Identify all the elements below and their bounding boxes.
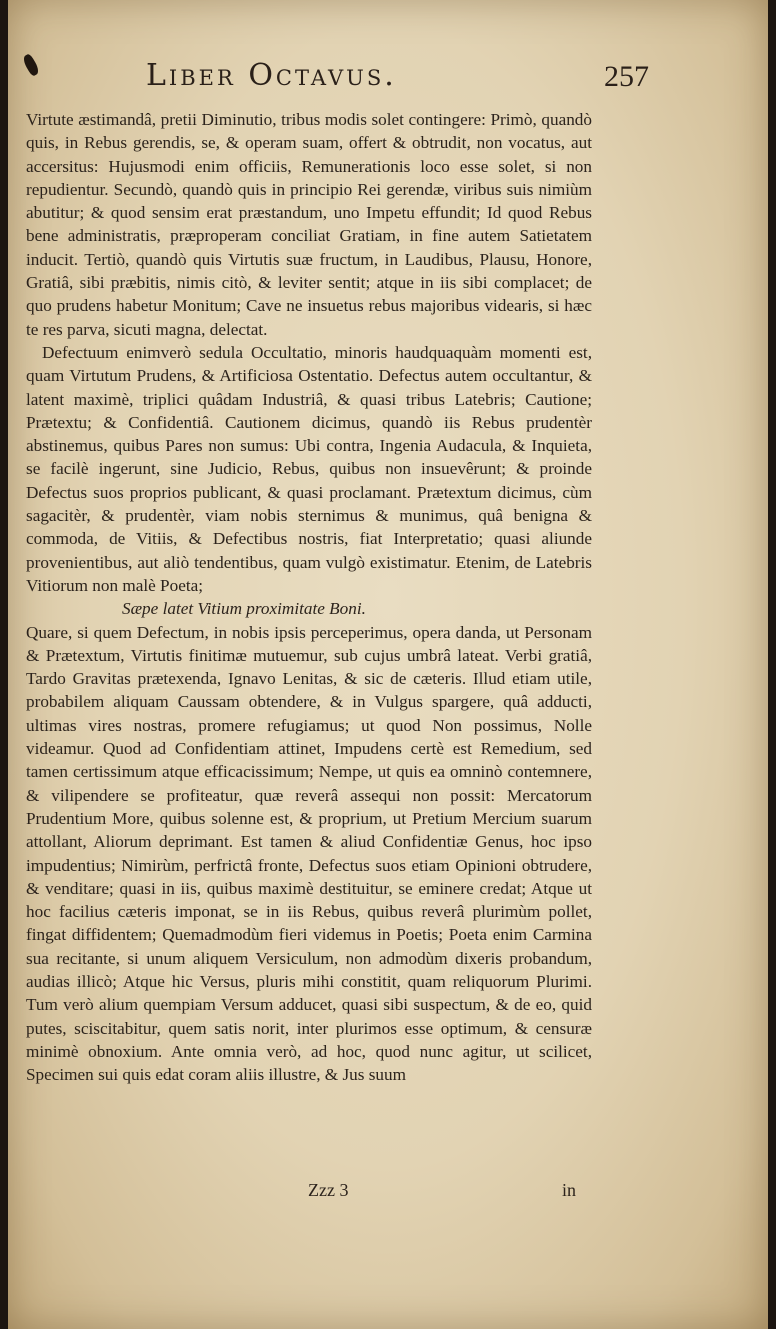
- catchword: in: [562, 1180, 577, 1200]
- page-footer: [8, 1180, 768, 1210]
- running-title: Liber Octavus.: [146, 58, 397, 93]
- signature-mark: Zzz 3: [308, 1180, 349, 1200]
- book-page: [8, 0, 768, 1329]
- page-number: 257: [604, 60, 649, 93]
- page-header: [8, 58, 768, 102]
- paragraph-1: Virtute æstimandâ, pretii Diminutio, tribus modis solet contingere: Primò, quandò quis, in Rebus gerendis, se, & operam suam, offert & obtrudit, non vocatus, aut accersitus: Hujusmodi enim officiis, Remunerationis loco esse solet, si non repudientur. Secundò, quandò quis in principio Rei gerendæ, viribus suis nimiùm abutitur; & quod sensim erat præstandum, uno Impetu effundit; Id quod Rebus bene administratis, præproperam conciliat Gratiam, in fine autem Satietatem inducit. Tertiò, quandò quis Virtutis suæ fructum, in Laudibus, Plausu, Honore, Gratiâ, sibi præbitis, nimis citò, & leviter sentit; atque in iis sibi complacet; de quo prudens habetur Monitum; Cave ne insuetus rebus majoribus videaris, si hæc te res parva, sicuti magna, delectat.: [26, 110, 592, 339]
- paragraph-3: Quare, si quem Defectum, in nobis ipsis perceperimus, opera danda, ut Personam & Prætextum, Virtutis finitimæ mutuemur, sub cujus umbrâ lateat. Verbi gratiâ, Tardo Gravitas prætexenda, Ignavo Lenitas, & sic de cæteris. Illud etiam utile, probabilem aliquam Caussam obtendere, & in Vulgus spargere, quâ adducti, ultimas vires nostras, promere refugiamus; ut quod Non possimus, Nolle videamur. Quod ad Confidentiam attinet, Impudens certè est Remedium, sed tamen certissimum atque efficacissimum; Nempe, ut quis ea omninò contemnere, & vilipendere se profiteatur, quæ reverâ assequi non possit: Mercatorum Prudentium More, quibus solenne est, & proprium, ut Pretium Mercium suarum attollant, Aliorum deprimant. Est tamen & aliud Confidentiæ Genus, hoc ipso impudentius; Nimirùm, perfrictâ fronte, Defectus suos etiam Opinioni obtrudere, & venditare; quasi in iis, quibus maximè destituitur, se eminere credat; Atque ut hoc facilius cæteris imponat, se in iis Rebus, quibus reverâ plurimùm pollet, fingat diffidentem; Quemadmodùm fieri videmus in Poetis; Poeta enim Carmina sua recitante, si unum aliquem Versiculum, non admodùm dixeris probandum, audias illicò; Atque hic Versus, pluris mihi constitit, quam reliquorum Plurimi. Tum verò alium quempiam Versum adducet, quasi sibi suspectum, & de eo, quid putes, sciscitabitur, quem satis norit, inter plurimos esse optimum, & censuræ minimè obnoxium. Ante omnia verò, ad hoc, quod nunc agitur, ut scilicet, Specimen sui quis edat coram aliis illustre, & Jus suum: [26, 622, 592, 1085]
- body-text: [26, 108, 592, 1086]
- verse-quotation: Sæpe latet Vitium proximitate Boni.: [122, 599, 366, 619]
- paragraph-2: Defectuum enimverò sedula Occultatio, minoris haudquaquàm momenti est, quam Virtutum Prudens, & Artificiosa Ostentatio. Defectus autem occultantur, & latent maximè, triplici quâdam Industriâ, & quasi tribus Latebris; Cautione; Prætextu; & Confidentiâ. Cautionem dicimus, quandò iis Rebus prudentèr abstinemus, quibus Pares non sumus: Ubi contra, Ingenia Audacula, & Inquieta, se facilè ingerunt, sine Judicio, Rebus, quibus non insuevêrunt; & proinde Defectus suos proprios publicant, & quasi proclamant. Prætextum dicimus, cùm sagacitèr, & prudentèr, viam nobis sternimus & munimus, quâ benigna & commoda, de Vitiis, & Defectibus nostris, fiat Interpretatio; quasi aliunde provenientibus, aut aliò tendentibus, quam vulgò existimatur. Etenim, de Latebris Vitiorum non malè Poeta;: [26, 342, 592, 595]
